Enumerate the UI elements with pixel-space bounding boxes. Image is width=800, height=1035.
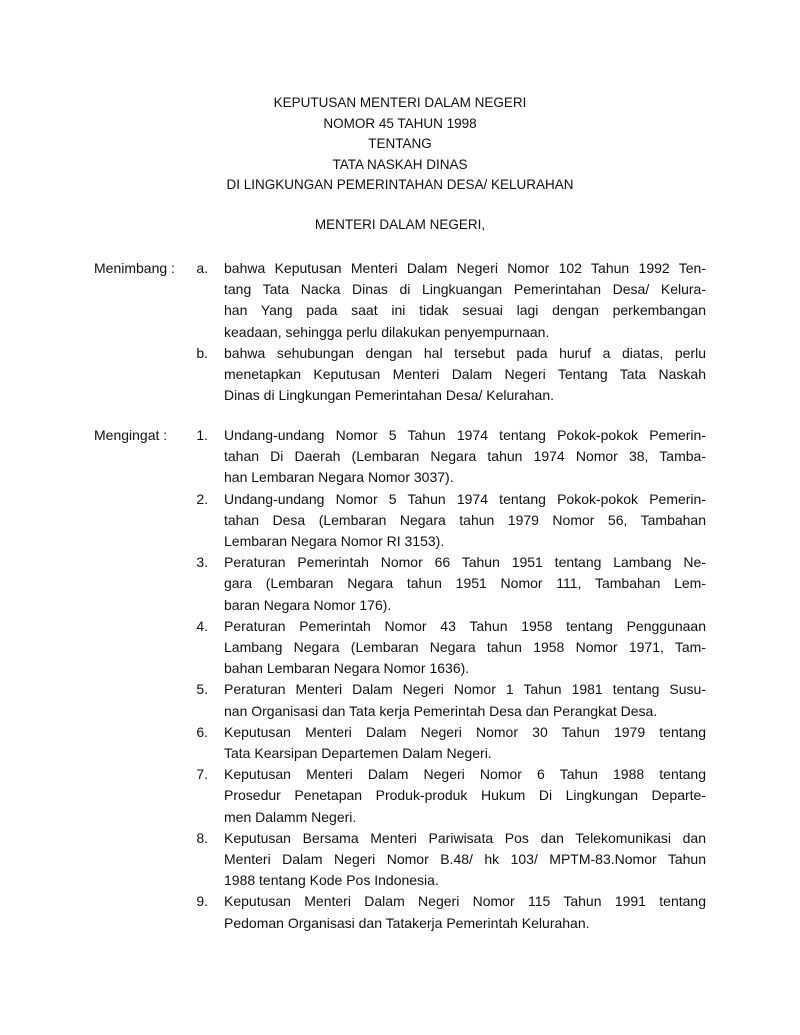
item-number: 3. bbox=[196, 554, 208, 571]
text-line: tang Tata Nacka Dinas di Lingkuangan Pemerintahan Desa/ Kelura- bbox=[224, 281, 706, 298]
item-number: 5. bbox=[196, 681, 208, 698]
text-line: Lambang Negara (Lembaran Negara tahun 1958 Nomor 1971, Tam- bbox=[224, 639, 706, 656]
mengingat-section bbox=[0, 425, 800, 934]
text-line: 1988 tentang Kode Pos Indonesia. bbox=[224, 872, 439, 889]
text-line: tahan Di Daerah (Lembaran Negara tahun 1974 Nomor 38, Tamba- bbox=[224, 448, 706, 465]
menimbang-item bbox=[0, 343, 800, 407]
document-header bbox=[0, 93, 800, 235]
mengingat-item bbox=[0, 552, 800, 616]
item-text bbox=[224, 552, 706, 616]
item-number: 9. bbox=[196, 893, 208, 910]
text-line: Keputusan Menteri Dalam Negeri Nomor 115 Tahun 1991 tentang bbox=[224, 893, 706, 910]
header-line-about: TENTANG bbox=[368, 136, 432, 151]
item-text bbox=[224, 828, 706, 892]
item-number: 6. bbox=[196, 723, 208, 740]
text-line: Peraturan Menteri Dalam Negeri Nomor 1 Tahun 1981 tentang Susu- bbox=[224, 681, 706, 698]
mengingat-item bbox=[0, 828, 800, 892]
item-text bbox=[224, 425, 706, 489]
mengingat-item bbox=[0, 489, 800, 553]
text-line: gara (Lembaran Negara tahun 1951 Nomor 111, Tambahan Lem- bbox=[224, 575, 706, 592]
text-line: Keputusan Menteri Dalam Negeri Nomor 30 Tahun 1979 tentang bbox=[224, 723, 706, 740]
mengingat-item bbox=[0, 616, 800, 680]
item-text bbox=[224, 764, 706, 828]
item-number: 2. bbox=[196, 490, 208, 507]
menimbang-item bbox=[0, 258, 800, 343]
mengingat-item bbox=[0, 764, 800, 828]
item-text bbox=[224, 891, 706, 933]
text-line: Pedoman Organisasi dan Tatakerja Pemerintah Kelurahan. bbox=[224, 914, 590, 931]
mengingat-item bbox=[0, 722, 800, 764]
text-line: menetapkan Keputusan Menteri Dalam Negeri Tentang Tata Naskah bbox=[224, 366, 706, 383]
item-text bbox=[224, 722, 706, 764]
header-line-decree-title: KEPUTUSAN MENTERI DALAM NEGERI bbox=[273, 95, 527, 110]
issuer-line: MENTERI DALAM NEGERI, bbox=[314, 216, 486, 232]
text-line: Undang-undang Nomor 5 Tahun 1974 tentang Pokok-pokok Pemerin- bbox=[224, 490, 706, 507]
mengingat-label: Mengingat : bbox=[94, 427, 168, 443]
item-text bbox=[224, 343, 706, 407]
text-line: nan Organisasi dan Tata kerja Pemerintah Desa dan Perangkat Desa. bbox=[224, 702, 658, 719]
item-number: a. bbox=[196, 260, 208, 276]
item-number: 1. bbox=[196, 427, 208, 443]
text-line: bahwa sehubungan dengan hal tersebut pada huruf a diatas, perlu bbox=[224, 344, 706, 361]
item-text bbox=[224, 616, 706, 680]
mengingat-item bbox=[0, 891, 800, 933]
mengingat-item bbox=[0, 425, 800, 489]
text-line: keadaan, sehingga perlu dilakukan penyempurnaan. bbox=[224, 323, 550, 340]
text-line: Lembaran Negara Nomor RI 3153). bbox=[224, 533, 445, 550]
header-line-scope: DI LINGKUNGAN PEMERINTAHAN DESA/ KELURAHAN bbox=[226, 177, 574, 192]
text-line: men Dalamm Negeri. bbox=[224, 808, 357, 825]
item-text bbox=[224, 679, 706, 721]
text-line: Peraturan Pemerintah Nomor 43 Tahun 1958 tentang Penggunaan bbox=[224, 617, 706, 634]
item-text bbox=[224, 258, 706, 343]
item-number: 4. bbox=[196, 617, 208, 634]
text-line: Peraturan Pemerintah Nomor 66 Tahun 1951 tentang Lambang Ne- bbox=[224, 554, 706, 571]
text-line: Keputusan Bersama Menteri Pariwisata Pos dan Telekomunikasi dan bbox=[224, 829, 706, 846]
mengingat-item bbox=[0, 679, 800, 721]
text-line: bahan Lembaran Negara Nomor 1636). bbox=[224, 660, 470, 677]
menimbang-label: Menimbang : bbox=[94, 260, 175, 276]
header-line-subject: TATA NASKAH DINAS bbox=[332, 156, 468, 172]
text-line: Keputusan Menteri Dalam Negeri Nomor 6 Tahun 1988 tentang bbox=[224, 766, 706, 783]
text-line: han Lembaran Negara Nomor 3037). bbox=[224, 469, 454, 486]
text-line: tahan Desa (Lembaran Negara tahun 1979 Nomor 56, Tambahan bbox=[224, 511, 706, 528]
text-line: baran Negara Nomor 176). bbox=[224, 596, 392, 613]
item-text bbox=[224, 489, 706, 553]
item-number: 7. bbox=[196, 766, 208, 783]
text-line: Tata Kearsipan Departemen Dalam Negeri. bbox=[224, 745, 492, 762]
item-number: b. bbox=[196, 344, 208, 361]
menimbang-section bbox=[0, 258, 800, 406]
text-line: Undang-undang Nomor 5 Tahun 1974 tentang Pokok-pokok Pemerin- bbox=[224, 427, 706, 443]
header-line-number: NOMOR 45 TAHUN 1998 bbox=[323, 115, 477, 131]
item-number: 8. bbox=[196, 829, 208, 846]
text-line: Dinas di Lingkungan Pemerintahan Desa/ Kelurahan. bbox=[224, 387, 554, 404]
text-line: Prosedur Penetapan Produk-produk Hukum Di Lingkungan Departe- bbox=[224, 787, 706, 804]
text-line: bahwa Keputusan Menteri Dalam Negeri Nomor 102 Tahun 1992 Ten- bbox=[224, 260, 706, 276]
text-line: Menteri Dalam Negeri Nomor B.48/ hk 103/ MPTM-83.Nomor Tahun bbox=[224, 851, 706, 868]
text-line: han Yang pada saat ini tidak sesuai lagi dengan perkembangan bbox=[224, 302, 706, 319]
